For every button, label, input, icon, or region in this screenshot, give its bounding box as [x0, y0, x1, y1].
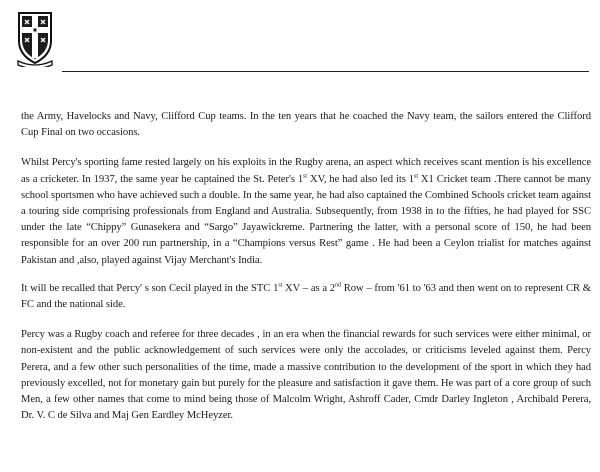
paragraph-text: XV, he had also led its 1 [307, 173, 415, 185]
paragraph-text: X1 Cricket team .There cannot be many school sportsmen who have achieved such a double. In the same year, he had also captained the Combined Schools cricket team against a touring side comprising professionals from England and Australia. Subsequently, from 1938 in to the fifties, he had played for SSC under the late “Chippy” Gunasekera and “Sargo” Jayawickreme. Partnering the latter, with a personal score of 150, he had been responsible for an over 200 run partnership, in a “Champions versus Rest” game . He had been a Ceylon trialist for matches against Pakistan and ,also, played against Vijay Merchant's India. [21, 173, 591, 266]
paragraph-text: It will be recalled that Percy' s son Cecil played in the STC 1 [21, 282, 279, 294]
article-body [21, 109, 591, 436]
paragraph-navy-coaching [21, 109, 591, 141]
ordinal-superscript: st [303, 173, 308, 180]
school-crest-icon [16, 11, 54, 67]
paragraph-text: Percy was a Rugby coach and referee for three decades , in an era when the financial rewards for such services were either minimal, or non-existent and the public acknowledgement of such services were only the accolades, or criticisms leveled against them. Percy Perera, and a few other such personalities of the time, made a massive contribution to the development of the sport in which they had previously excelled, not for monetary gain but purely for the pleasure and satisfaction it gave them. He was part of a core group of such Men, a few other names that come to mind being those of Malcolm Wright, Ashroff Cader, Cmdr Darley Ingleton , Archibald Perera, Dr. V. C de Silva and Maj Gen Eardley McHeyzer. [21, 329, 591, 422]
paragraph-text: Whilst Percy's sporting fame rested largely on his exploits in the Rugby arena, an aspect which receives scant mention is his excellence as a cricketer. In 1937, the same year he captained the St. Peter's 1 [21, 157, 591, 185]
ordinal-superscript: nd [335, 282, 341, 289]
ordinal-superscript: st [278, 282, 283, 289]
paragraph-cricket [21, 155, 591, 268]
ordinal-superscript: st [414, 173, 418, 180]
paragraph-text: XV – as a 2 [282, 282, 336, 294]
paragraph-text: Row – from '61 to '63 and then went on to represent CR & FC and the national side. [21, 282, 591, 311]
paragraph-coach-referee [21, 327, 591, 424]
paragraph-son-cecil [21, 281, 591, 313]
header-rule [62, 71, 589, 72]
paragraph-text: the Army, Havelocks and Navy, Clifford Cup teams. In the ten years that he coached the Navy team, the sailors entered the Clifford Cup Final on two occasions. [21, 111, 591, 139]
